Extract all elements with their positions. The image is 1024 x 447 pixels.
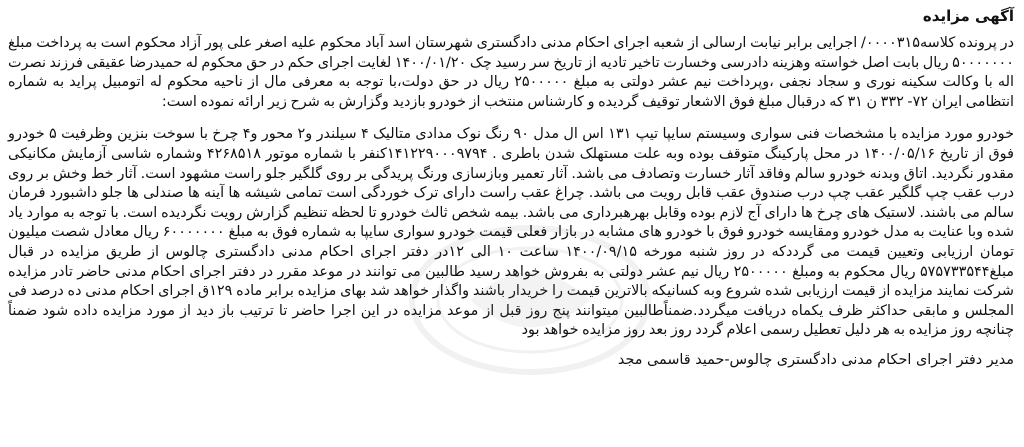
notice-paragraph-case: در پرونده کلاسه۰۰۰۰۳۱۵/ اجرایی برابر نیابت ارسالی از شعبه اجرای احکام مدنی دادگستری شهرستان اسد آباد محکوم علیه اصغر علی پور آزاد محکوم است به پرداخت مبلغ ۵۰۰۰۰۰۰۰ ریال بابت اصل خواسته وهزینه دادرسی وخسارت تاخیر تادیه از تاریخ سر رسید چک ۱۴۰۰/۰۱/۲۰ لغایت اجرای حکم در حق محکوم له حمیدرضا عقیقی فرزند نصرت اله با وکالت سکینه نوری و سجاد نجفی ،وپرداخت نیم عشر دولتی به مبلغ ۲۵۰۰۰۰۰ ریال در حق دولت،با توجه به معرفی مال از ناحیه محکوم له اتومبیل پراید به شماره انتظامی ایران ۷۲- ۳۳۲ ن ۳۱ که درقبال مبلغ فوق الاشعار توقیف گردیده و کارشناس منتخب از خودرو بازدید وگزارش به شرح زیر ارائه نموده است: [8,35,1015,110]
notice-title: آگهی مزایده [922,7,1014,25]
notice-paragraph-vehicle: خودرو مورد مزایده با مشخصات فنی سواری وسیستم سایپا تیپ ۱۳۱ اس ال مدل ۹۰ رنگ نوک مدادی متالیک ۴ سیلندر و۲ محور و۴ چرخ با سوخت بنزین وظرفیت ۵ خودرو فوق از تاریخ ۱۴۰۰/۰۵/۱۶ در محل پارکینگ متوقف بوده وبه علت مستهلک شدن باطری . ۱۴۱۲۲۹۰۰۰۹۷۹۴کنفر با شماره موتور ۴۲۶۸۵۱۸ وشماره شاسی آزمایش مکانیکی مقدور نگردید. اتاق وبدنه خودرو سالم وفاقد آثار خسارت وتصادف می باشد. آثار تعمیر وبازسازی ورنگ پریدگی بر روی گلگیر جلو راست مشهود است. آثار خط وخش بر روی درب عقب چپ گلگیر عقب چپ درب صندوق عقب قابل رویت می باشد. چراغ عقب راست دارای ترک خوردگی است تمامی شیشه ها آینه ها صندلی ها جلو داشبورد فرمان سالم می باشند. لاستیک های چرخ ها دارای آج لازم بوده وقابل بهرهبرداری می باشد. بیمه شخص ثالث خودرو تا لحظه تنظیم گزارش رویت نگردیده است. با توجه به موارد یاد شده وبا عنایت به مدل خودرو ومقایسه خودرو فوق با خودرو های مشابه در بازار فعلی قیمت خودرو سواری سایپا به شماره فوق به مبلغ ۶۰۰۰۰۰۰۰ ریال معادل شصت میلیون تومان ارزیابی وتعیین قیمت می گرددکه در روز شنبه مورخه ۱۴۰۰/۰۹/۱۵ ساعت ۱۰ الی ۱۲در دفتر اجرای احکام مدنی دادگستری چالوس از طریق مزایده در قبال مبلغ۵۷۵۷۳۳۵۴۴ ریال محکوم به ومبلغ ۲۵۰۰۰۰۰ ریال نیم عشر دولتی به بفروش خواهد رسید طالبین می توانند در موعد مقرر در دفتر اجرای احکام مدنی حاضر تادر مزایده شرکت نمایند مزایده از قیمت ارزیابی شده شروع وبه کسانیکه بالاترین قیمت را خریدار باشند واگذار خواهد شد بهای مزایده برابر ماده ۱۲۹ق اجرای احکام مدنی ده درصد فی المجلس و مابقی حداکثر ظرف یکماه دریافت میگردد.ضمناًطالبین میتوانند پنج روز قبل از موعد مزایده در این اجرا حاضر تا ترتیب باز دید از مورد مزایده داده شود ضمناً چنانچه روز مزایده به هر دلیل تعطیل رسمی اعلام گردد روز بعد روز مزایده خواهد بود [8,126,1015,339]
notice-signature: مدیر دفتر اجرای احکام مدنی دادگستری چالوس-حمید قاسمی مجد [617,351,1014,368]
